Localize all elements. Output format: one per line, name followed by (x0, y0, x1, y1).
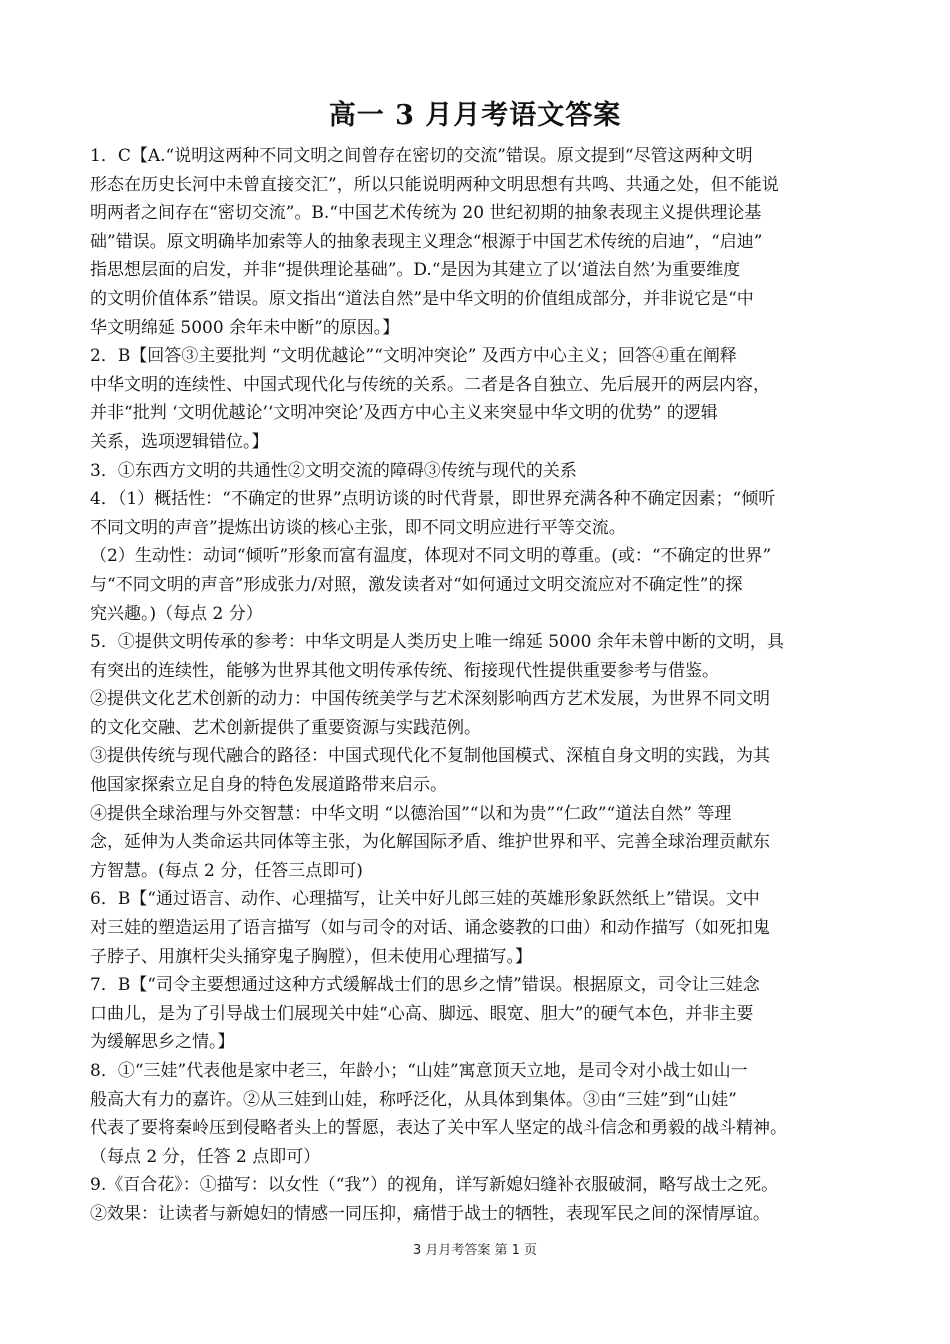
text-line: 子脖子、用旗杆尖头捅穿鬼子胸膛），但未使用心理描写。】 (90, 946, 532, 967)
text-line: 1．C【A.“说明这两种不同文明之间曾存在密切的交流”错误。原文提到“尽管这两种文明 (90, 146, 753, 166)
text-line: 般高大有力的嘉许。②从三娃到山娃，称呼泛化，从具体到集体。③由“三娃”到“山娃” (90, 1089, 737, 1110)
text-line: 明两者之间存在“密切交流”。B.“中国艺术传统为 20 世纪初期的抽象表现主义提供理论基 (90, 203, 762, 224)
text-line: 为缓解思乡之情。】 (90, 1032, 235, 1053)
text-line: 的文明价值体系”错误。原文指出“道法自然”是中华文明的价值组成部分，并非说它是“中 (90, 288, 754, 309)
text-line: 有突出的连续性，能够为世界其他文明传承传统、衔接现代性提供重要参考与借鉴。 (90, 660, 719, 681)
text-line: 9.《百合花》：①描写：以女性（“我”）的视角，详写新媳妇缝补衣服破洞，略写战士之死。 (90, 1175, 779, 1196)
text-line: 础”错误。原文明确毕加索等人的抽象表现主义理念“根源于中国艺术传统的启迪”，“启迪” (90, 231, 763, 252)
text-line: ④提供全球治理与外交智慧：中华文明 “以德治国”“以和为贵”“仁政”“道法自然” 等理 (90, 803, 732, 824)
text-line: 究兴趣。)（每点 2 分） (90, 603, 263, 624)
page-title: 高一 3 月月考语文答案 (328, 100, 622, 131)
text-line: 他国家探索立足自身的特色发展道路带来启示。 (90, 775, 447, 796)
text-line: （2）生动性：动词“倾听”形象而富有温度，体现对不同文明的尊重。(或：“不确定的世界” (90, 546, 772, 567)
text-line: 口曲儿，是为了引导战士们展现关中娃“心高、脚远、眼宽、胆大”的硬气本色，并非主要 (90, 1003, 754, 1024)
text-line: ②效果：让读者与新媳妇的情感一同压抑，痛惜于战士的牺牲，表现军民之间的深情厚谊。 (90, 1203, 770, 1224)
text-line: 与“不同文明的声音”形成张力/对照，激发读者对“如何通过文明交流应对不确定性”的探 (90, 574, 743, 595)
text-line: 并非“批判 ‘文明优越论’‘文明冲突论’及西方中心主义来突显中华文明的优势” 的逻辑 (90, 403, 718, 424)
text-line: 代表了要将秦岭压到侵略者头上的誓愿，表达了关中军人坚定的战斗信念和勇毅的战斗精神。 (90, 1118, 787, 1139)
text-line: 念，延伸为人类命运共同体等主张，为化解国际矛盾、维护世界和平、完善全球治理贡献东 (90, 832, 770, 853)
text-line: 形态在历史长河中未曾直接交汇”，所以只能说明两种文明思想有共鸣、共通之处，但不能说 (90, 174, 779, 195)
text-line: 8．①“三娃”代表他是家中老三，年龄小；“山娃”寓意顶天立地，是司令对小战士如山一 (90, 1061, 748, 1081)
text-line: 不同文明的声音”提炼出访谈的核心主张，即不同文明应进行平等交流。 (90, 517, 626, 538)
text-line: 指思想层面的启发，并非“提供理论基础”。D.“是因为其建立了以‘道法自然’为重要维度 (90, 260, 741, 281)
text-line: 的文化交融、艺术创新提供了重要资源与实践范例。 (90, 717, 481, 738)
text-line: 3．①东西方文明的共通性②文明交流的障碍③传统与现代的关系 (90, 460, 577, 481)
text-line: 华文明绵延 5000 余年未中断”的原因。】 (90, 317, 400, 338)
text-line: ②提供文化艺术创新的动力：中国传统美学与艺术深刻影响西方艺术发展，为世界不同文明 (90, 689, 770, 710)
page-footer: 3 月月考答案 第 1 页 (412, 1243, 538, 1258)
text-line: 中华文明的连续性、中国式现代化与传统的关系。二者是各自独立、先后展开的两层内容， (90, 374, 770, 395)
text-line: 6．B【“通过语言、动作、心理描写，让关中好儿郎三娃的英雄形象跃然纸上”错误。文中 (90, 889, 760, 910)
text-line: 7．B【“司令主要想通过这种方式缓解战士们的思乡之情”错误。根据原文，司令让三娃念 (90, 975, 760, 996)
text-line: 方智慧。(每点 2 分，任答三点即可) (90, 860, 363, 881)
text-line: （每点 2 分，任答 2 点即可） (90, 1146, 321, 1167)
text-line: 2．B【回答③主要批判 “文明优越论”“文明冲突论” 及西方中心主义；回答④重在阐释 (90, 346, 737, 367)
text-line: 对三娃的塑造运用了语言描写（如与司令的对话、诵念婆教的口曲）和动作描写（如死扣鬼 (90, 918, 770, 939)
text-line: 4．（1）概括性：“不确定的世界”点明访谈的时代背景，即世界充满各种不确定因素；“倾听 (90, 489, 776, 510)
answer-body (90, 142, 875, 1229)
text-line: ③提供传统与现代融合的路径：中国式现代化不复制他国模式、深植自身文明的实践，为其 (90, 746, 770, 767)
text-line: 关系，选项逻辑错位。】 (90, 431, 269, 452)
text-line: 5．①提供文明传承的参考：中华文明是人类历史上唯一绵延 5000 余年未曾中断的文明，具 (90, 632, 784, 653)
